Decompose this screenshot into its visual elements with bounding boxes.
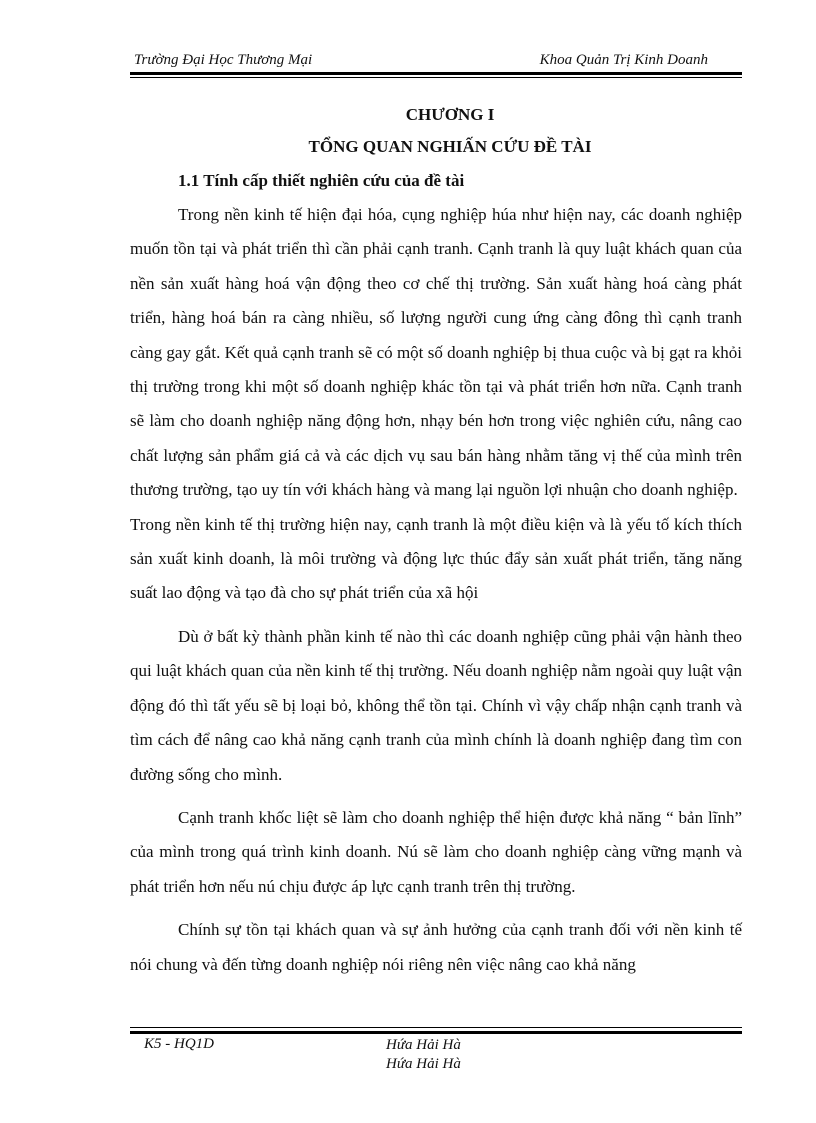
body-paragraph-4: Cạnh tranh khốc liệt sẽ làm cho doanh nghiệp thể hiện được khả năng “ bản lĩnh” của mình trong quá trình kinh doanh. Nú sẽ làm cho doanh nghiệp càng vững mạnh và phát triển hơn nếu nú chịu được áp lực cạnh tranh trên thị trường. [130,807,742,896]
header-faculty: Khoa Quản Trị Kinh Doanh [539,52,708,68]
header-divider-thin [130,77,742,78]
body-paragraph-2: Trong nền kinh tế thị trường hiện nay, cạnh tranh là một điều kiện và là yếu tố kích thích sản xuất kinh doanh, là môi trường và động lực thúc đẩy sản xuất phát triển, tăng năng suất lao động và tạo đà cho sự phát triển của xã hội [130,514,742,603]
footer-class-code: K5 - HQ1D [144,1036,214,1052]
page-body [130,100,742,982]
footer-author-line-1: Hứa Hải Hà [386,1037,461,1053]
body-paragraph-5: Chính sự tồn tại khách quan và sự ảnh hưởng của cạnh tranh đối với nền kinh tế nói chung và đến từng doanh nghiệp nói riêng nên việc nâng cao khả năng [130,920,742,974]
body-paragraph-3: Dù ở bất kỳ thành phần kinh tế nào thì các doanh nghiệp cũng phải vận hành theo qui luật khách quan của nền kinh tế thị trường. Nếu doanh nghiệp nằm ngoài quy luật vận động đó thì tất yếu sẽ bị loại bỏ, không thể tồn tại. Chính vì vậy chấp nhận cạnh tranh và tìm cách để nâng cao khả năng cạnh tranh của mình chính là doanh nghiệp đang tìm con đường sống cho mình. [130,626,742,784]
footer-author [386,1036,461,1074]
section-heading: 1.1 Tính cấp thiết nghiên cứu của đề tài [178,171,465,190]
body-paragraph-1: Trong nền kinh tế hiện đại hóa, cụng nghiệp húa như hiện nay, các doanh nghiệp muốn tồn tại và phát triển thì cần phải cạnh tranh. Cạnh tranh là quy luật khách quan của nền sản xuất hàng hoá vận động theo cơ chế thị trường. Sản xuất hàng hoá càng phát triển, hàng hoá bán ra càng nhiều, số lượng người cung ứng càng đông thì cạnh tranh càng gay gắt. Kết quả cạnh tranh sẽ có một số doanh nghiệp bị thua cuộc và bị gạt ra khỏi thị trường trong khi một số doanh nghiệp khác tồn tại và phát triển hơn nữa. Cạnh tranh sẽ làm cho doanh nghiệp năng động hơn, nhạy bén hơn trong việc nghiên cứu, nâng cao chất lượng sản phẩm giá cả và các dịch vụ sau bán hàng nhằm tăng vị thế của mình trên thương trường, tạo uy tín với khách hàng và mang lại nguồn lợi nhuận cho doanh nghiệp. [130,205,742,500]
page-header [130,50,742,72]
footer-divider-thin [130,1027,742,1028]
header-university: Trường Đại Học Thương Mại [134,52,313,68]
header-divider [130,72,742,75]
footer-divider [130,1031,742,1034]
chapter-number: CHƯƠNG I [405,105,495,124]
chapter-title: TỔNG QUAN NGHIẤN CỨU ĐỀ TÀI [308,137,592,156]
footer-author-line-2: Hứa Hải Hà [386,1056,461,1072]
